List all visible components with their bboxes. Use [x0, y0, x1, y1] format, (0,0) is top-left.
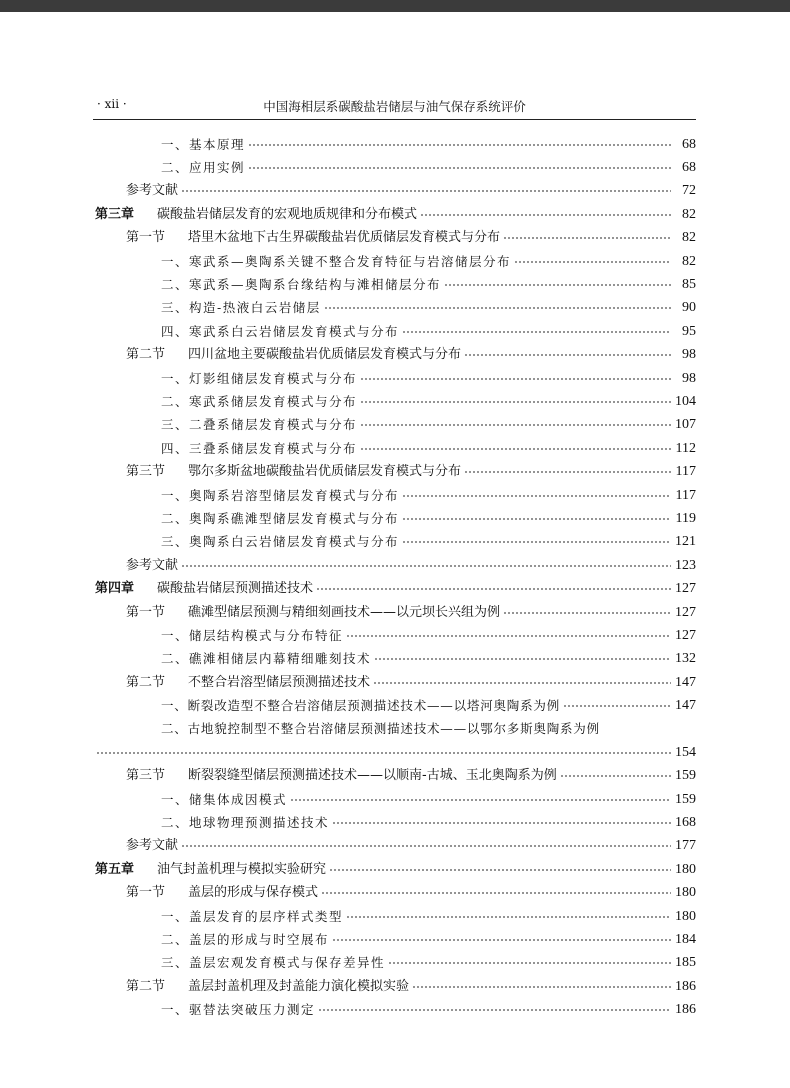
- toc-entry-label: 第一节: [126, 230, 166, 246]
- toc-entry-title: 塔里木盆地下古生界碳酸盐岩优质储层发育模式与分布: [188, 230, 501, 246]
- toc-entry-title: 四、寒武系白云岩储层发育模式与分布: [161, 323, 400, 339]
- dot-leader: [402, 517, 671, 521]
- toc-item-entry[interactable]: [93, 390, 696, 413]
- toc-entry-label: 第三节: [126, 464, 166, 480]
- toc-page-number: 123: [675, 557, 696, 573]
- toc-page-number: 177: [675, 838, 696, 854]
- toc-page-number: 82: [682, 253, 696, 269]
- toc-page-number: 82: [682, 206, 696, 222]
- toc-entry-title: 三、二叠系储层发育模式与分布: [161, 417, 358, 433]
- toc-page-number: 127: [675, 627, 696, 643]
- toc-chapter-entry[interactable]: [93, 577, 696, 600]
- dot-leader: [402, 330, 671, 334]
- toc-page-number: 98: [682, 347, 696, 363]
- toc-entry-title: 一、盖层发育的层序样式类型: [161, 908, 344, 924]
- toc-entry-label: 第四章: [95, 581, 135, 597]
- toc-page-number: 68: [682, 160, 696, 176]
- dot-leader: [360, 447, 671, 451]
- dot-leader: [374, 657, 671, 661]
- toc-entry-title: 不整合岩溶型储层预测描述技术: [188, 674, 371, 690]
- toc-entry-title: 二、应用实例: [161, 160, 246, 176]
- toc-section-entry[interactable]: [93, 601, 696, 624]
- dot-leader: [181, 189, 671, 193]
- page-header: [93, 97, 696, 117]
- toc-item-entry[interactable]: [93, 531, 696, 554]
- dot-leader: [332, 821, 671, 825]
- toc-entry-title: 断裂裂缝型储层预测描述技术——以顺南-古城、玉北奥陶系为例: [188, 768, 557, 784]
- toc-item-entry[interactable]: [93, 437, 696, 460]
- toc-entry-title: 礁滩型储层预测与精细刻画技术——以元坝长兴组为例: [188, 604, 501, 620]
- dot-leader: [321, 891, 671, 895]
- toc-page-number: 72: [682, 183, 696, 199]
- toc-page-number: 127: [675, 581, 696, 597]
- toc-item-entry[interactable]: [93, 648, 696, 671]
- toc-item-entry[interactable]: [93, 694, 696, 717]
- toc-item-entry[interactable]: [93, 928, 696, 951]
- toc-entry-label: 第二节: [126, 674, 166, 690]
- dot-leader: [514, 260, 671, 264]
- toc-section-entry[interactable]: [93, 882, 696, 905]
- toc-section-entry[interactable]: [93, 344, 696, 367]
- toc-page-number: 168: [675, 815, 696, 831]
- dot-leader: [503, 611, 671, 615]
- table-of-contents: [93, 133, 696, 1022]
- toc-item-entry[interactable]: [93, 507, 696, 530]
- toc-entry-title: 三、奥陶系白云岩储层发育模式与分布: [161, 534, 400, 550]
- toc-entry-label: 第五章: [95, 861, 135, 877]
- toc-entry-title: 碳酸盐岩储层发育的宏观地质规律和分布模式: [157, 206, 418, 222]
- dot-leader: [373, 681, 671, 685]
- toc-entry-title: 参考文献: [126, 557, 179, 573]
- toc-entry-label: 第一节: [126, 885, 166, 901]
- toc-page-number: 132: [675, 651, 696, 667]
- toc-entry-title: 鄂尔多斯盆地碳酸盐岩优质储层发育模式与分布: [188, 464, 462, 480]
- dot-leader: [329, 868, 671, 872]
- toc-entry-title: 四川盆地主要碳酸盐岩优质储层发育模式与分布: [188, 347, 462, 363]
- toc-page-number: 186: [675, 1002, 696, 1018]
- dot-leader: [420, 213, 671, 217]
- toc-entry-label: 第一节: [126, 604, 166, 620]
- toc-entry-title: 二、寒武系—奥陶系台缘结构与滩相储层分布: [161, 277, 442, 293]
- dot-leader: [464, 470, 671, 474]
- toc-entry-title: 一、驱替法突破压力测定: [161, 1002, 316, 1018]
- toc-page-number: 184: [675, 931, 696, 947]
- toc-item-entry[interactable]: [93, 320, 696, 343]
- toc-page-number: 119: [675, 510, 696, 526]
- toc-item-entry[interactable]: [93, 788, 696, 811]
- toc-page-number: 159: [675, 768, 696, 784]
- dot-leader: [360, 400, 671, 404]
- dot-leader: [503, 236, 671, 240]
- toc-entry-label: 第三节: [126, 768, 166, 784]
- toc-entry-title: 二、古地貌控制型不整合岩溶储层预测描述技术——以鄂尔多斯奥陶系为例: [161, 721, 600, 737]
- dot-leader: [563, 704, 671, 708]
- toc-entry-title: 一、奥陶系岩溶型储层发育模式与分布: [161, 487, 400, 503]
- toc-entry-title: 盖层封盖机理及封盖能力演化模拟实验: [188, 978, 410, 994]
- toc-item-entry[interactable]: [93, 273, 696, 296]
- toc-entry-title: 一、储集体成因模式: [161, 791, 288, 807]
- toc-entry-title: 二、礁滩相储层内幕精细雕刻技术: [161, 651, 372, 667]
- toc-item-entry[interactable]: [93, 367, 696, 390]
- toc-page-number: 98: [682, 370, 696, 386]
- toc-references-entry[interactable]: [93, 180, 696, 203]
- toc-references-entry[interactable]: [93, 554, 696, 577]
- dot-leader: [464, 353, 671, 357]
- dot-leader: [290, 798, 671, 802]
- toc-entry-label: 第三章: [95, 206, 135, 222]
- toc-entry-label: 第二节: [126, 978, 166, 994]
- dot-leader: [316, 587, 671, 591]
- toc-item-entry[interactable]: [93, 905, 696, 928]
- toc-references-entry[interactable]: [93, 835, 696, 858]
- dot-leader: [560, 774, 671, 778]
- running-title: 中国海相层系碳酸盐岩储层与油气保存系统评价: [263, 99, 526, 114]
- toc-page-number: 180: [675, 908, 696, 924]
- toc-item-entry[interactable]: [93, 718, 696, 741]
- toc-page-number: 82: [682, 230, 696, 246]
- page-number: · xii ·: [97, 97, 127, 111]
- toc-section-entry[interactable]: [93, 671, 696, 694]
- header-rule: [93, 119, 696, 120]
- dot-leader: [360, 377, 671, 381]
- toc-page-number: 186: [675, 978, 696, 994]
- toc-entry-title: 三、盖层宏观发育模式与保存差异性: [161, 955, 386, 971]
- dot-leader: [402, 540, 671, 544]
- toc-page-number: 104: [675, 393, 696, 409]
- toc-page-number: 180: [675, 861, 696, 877]
- toc-section-entry[interactable]: [93, 975, 696, 998]
- toc-item-entry[interactable]: [93, 250, 696, 273]
- toc-item-entry[interactable]: [93, 624, 696, 647]
- toc-entry-title: 碳酸盐岩储层预测描述技术: [157, 581, 314, 597]
- toc-page-number: 154: [675, 744, 696, 760]
- toc-chapter-entry[interactable]: [93, 858, 696, 881]
- toc-entry-title: 四、三叠系储层发育模式与分布: [161, 440, 358, 456]
- dot-leader: [181, 564, 671, 568]
- toc-item-entry[interactable]: [93, 952, 696, 975]
- toc-entry-title: 二、地球物理预测描述技术: [161, 815, 330, 831]
- dot-leader: [181, 844, 671, 848]
- toc-page-number: 159: [675, 791, 696, 807]
- toc-entry-title: 二、寒武系储层发育模式与分布: [161, 393, 358, 409]
- dot-leader: [360, 423, 671, 427]
- toc-entry-title: 一、灯影组储层发育模式与分布: [161, 370, 358, 386]
- dot-leader: [444, 283, 671, 287]
- toc-entry-title: 盖层的形成与保存模式: [188, 885, 319, 901]
- toc-entry-title: 一、断裂改造型不整合岩溶储层预测描述技术——以塔河奥陶系为例: [161, 698, 561, 714]
- toc-entry-title: 参考文献: [126, 183, 179, 199]
- toc-continuation-line[interactable]: [93, 741, 696, 764]
- toc-page-number: 68: [682, 136, 696, 152]
- toc-entry-title: 二、奥陶系礁滩型储层发育模式与分布: [161, 510, 400, 526]
- toc-item-entry[interactable]: [93, 414, 696, 437]
- toc-item-entry[interactable]: [93, 998, 696, 1021]
- toc-page-number: 85: [682, 277, 696, 293]
- dot-leader: [388, 961, 671, 965]
- dot-leader: [248, 166, 671, 170]
- toc-page-number: 112: [675, 440, 696, 456]
- toc-chapter-entry[interactable]: [93, 203, 696, 226]
- toc-page-number: 90: [682, 300, 696, 316]
- dot-leader: [248, 143, 671, 147]
- dot-leader: [96, 751, 671, 755]
- toc-entry-title: 参考文献: [126, 838, 179, 854]
- toc-section-entry[interactable]: [93, 765, 696, 788]
- toc-item-entry[interactable]: [93, 297, 696, 320]
- dot-leader: [412, 985, 671, 989]
- toc-item-entry[interactable]: [93, 484, 696, 507]
- toc-page-number: 147: [675, 698, 696, 714]
- toc-page-number: 117: [675, 487, 696, 503]
- dot-leader: [318, 1008, 671, 1012]
- toc-entry-title: 一、储层结构模式与分布特征: [161, 627, 344, 643]
- toc-section-entry[interactable]: [93, 460, 696, 483]
- dot-leader: [324, 306, 671, 310]
- toc-page-number: 95: [682, 323, 696, 339]
- dot-leader: [402, 494, 671, 498]
- dot-leader: [346, 915, 671, 919]
- toc-entry-title: 二、盖层的形成与时空展布: [161, 931, 330, 947]
- dot-leader: [346, 634, 671, 638]
- toc-entry-title: 一、基本原理: [161, 136, 246, 152]
- toc-item-entry[interactable]: [93, 133, 696, 156]
- toc-entry-title: 一、寒武系—奥陶系关键不整合发育特征与岩溶储层分布: [161, 253, 512, 269]
- toc-entry-title: 油气封盖机理与模拟实验研究: [157, 861, 327, 877]
- toc-item-entry[interactable]: [93, 811, 696, 834]
- toc-page-number: 147: [675, 674, 696, 690]
- toc-entry-label: 第二节: [126, 347, 166, 363]
- toc-page-number: 185: [675, 955, 696, 971]
- toc-section-entry[interactable]: [93, 227, 696, 250]
- toc-page-number: 121: [675, 534, 696, 550]
- dot-leader: [332, 938, 671, 942]
- top-border-bar: [0, 0, 790, 12]
- toc-page-number: 180: [675, 885, 696, 901]
- toc-entry-title: 三、构造-热液白云岩储层: [161, 300, 321, 316]
- toc-page-number: 127: [675, 604, 696, 620]
- toc-page-number: 107: [675, 417, 696, 433]
- toc-item-entry[interactable]: [93, 156, 696, 179]
- toc-page-number: 117: [675, 464, 696, 480]
